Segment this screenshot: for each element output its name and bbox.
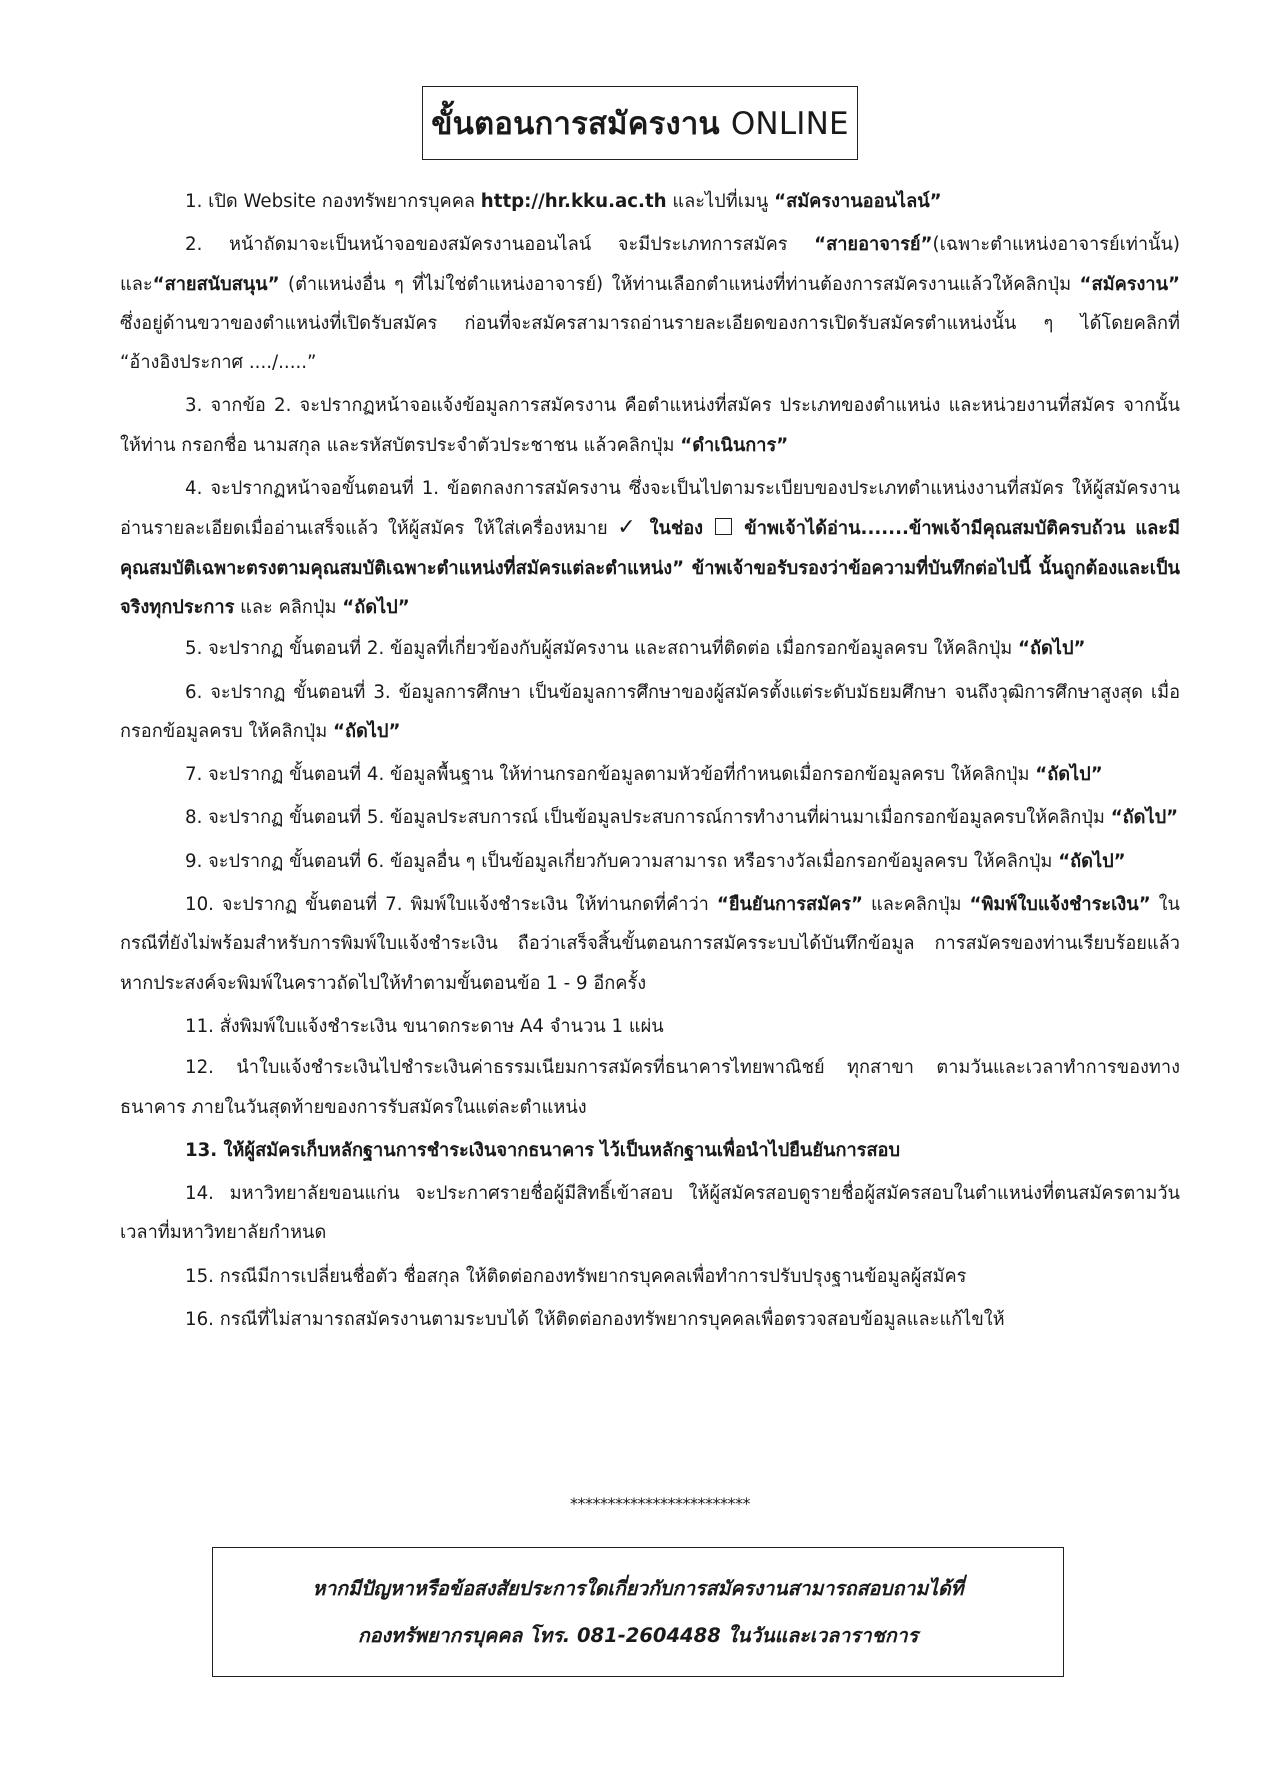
step-2 [120,225,1180,382]
page-title [431,98,849,148]
type-support: “สายสนับสนุน” [152,273,280,295]
contact-line-2: กองทรัพยากรบุคคล โทร. 081-2604488 ในวันและเวลาราชการ [357,1624,919,1647]
next-button-name: “ถัดไป” [1035,764,1103,786]
menu-name: “สมัครงานออนไลน์” [774,191,942,212]
title-en: ONLINE [730,106,849,142]
step-5 [120,629,1180,668]
title-box [422,86,858,160]
step-4-text-2: ในช่อง [639,518,714,540]
next-button-name: “ถัดไป” [1110,807,1179,829]
type-lecturer: “สายอาจารย์” [814,234,933,256]
next-button-name: “ถัดไป” [1058,850,1126,872]
step-4-agreement: ข้าพเจ้าได้อ่าน.......ข้าพเจ้ามีคุณสมบัติครบถ้วน และมีคุณสมบัติเฉพาะตรงตามคุณสมบัติเฉพาะตำแหน่งที่สมัครแต่ละตำแหน่ง” ข้าพเจ้าขอรับรองว่าข้อความที่บันทึกต่อไปนี้ นั้นถูกต้องและเป็นจริงทุกประการ [120,518,1181,618]
step-2-text-3: (ตำแหน่งอื่น ๆ ที่ไม่ใช่ตำแหน่งอาจารย์) ให้ท่านเลือกตำแหน่งที่ท่านต้องการสมัครงานแล้วให้คลิกปุ่ม [279,273,1080,295]
step-5-text: 5. จะปรากฏ ขั้นตอนที่ 2. ข้อมูลที่เกี่ยวข้องกับผู้สมัครงาน และสถานที่ติดต่อ เมื่อกรอกข้อมูลครบ ให้คลิกปุ่ม [185,638,1019,660]
step-4 [120,469,1180,627]
step-10 [120,885,1180,1003]
step-2-text-4: ซึ่งอยู่ด้านขวาของตำแหน่งที่เปิดรับสมัคร ก่อนที่จะสมัครสามารถอ่านรายละเอียดของการเปิดรับสมัครตำแหน่งนั้น ๆ ได้โดยคลิกที่ “อ้างอิงประกาศ ..../.....” [120,312,1180,374]
step-6-text: 6. จะปรากฏ ขั้นตอนที่ 3. ข้อมูลการศึกษา เป็นข้อมูลการศึกษาของผู้สมัครตั้งแต่ระดับมัธยมศึกษา จนถึงวุฒิการศึกษาสูงสุด เมื่อกรอกข้อมูลครบ ให้คลิกปุ่ม [120,681,1180,742]
step-6 [120,673,1180,752]
checkmark-icon: ✓ [617,515,640,541]
step-3-text: 3. จากข้อ 2. จะปรากฏหน้าจอแจ้งข้อมูลการสมัครงาน คือตำแหน่งที่สมัคร ประเภทของตำแหน่ง และหน่วยงานที่สมัคร จากนั้นให้ท่าน กรอกชื่อ นามสกุล และรหัสบัตรประจำตัวประชาชน แล้วคลิกปุ่ม [120,395,1180,456]
step-2-text: 2. หน้าถัดมาจะเป็นหน้าจอของสมัครงานออนไลน์ จะมีประเภทการสมัคร [185,234,815,256]
contact-box [212,1547,1064,1677]
step-13 [120,1131,1180,1170]
step-4-text-3: และ คลิกปุ่ม [234,596,343,618]
print-invoice-name: “พิมพ์ใบแจ้งชำระเงิน” [969,894,1151,916]
steps-list [120,182,1180,1343]
apply-button-name: “สมัครงาน” [1079,273,1180,295]
step-15: 15. กรณีมีการเปลี่ยนชื่อตัว ชื่อสกุล ให้ติดต่อกองทรัพยากรบุคคลเพื่อทำการปรับปรุงฐานข้อมูลผู้สมัคร [185,1265,967,1287]
step-1-text: 1. เปิด Website กองทรัพยากรบุคคล [185,191,481,212]
step-7-text: 7. จะปรากฏ ขั้นตอนที่ 4. ข้อมูลพื้นฐาน ให้ท่านกรอกข้อมูลตามหัวข้อที่กำหนดเมื่อกรอกข้อมูลครบ ให้คลิกปุ่ม [185,764,1036,786]
step-4-text: 4. จะปรากฏหน้าจอขั้นตอนที่ 1. ข้อตกลงการสมัครงาน ซึ่งจะเป็นไปตามระเบียบของประเภทตำแหน่งงานที่สมัคร ให้ผู้สมัครงานอ่านรายละเอียดเมื่ออ่านเสร็จแล้ว ให้ผู้สมัคร ให้ใส่เครื่องหมาย [120,478,1180,540]
step-1 [120,182,1180,221]
title-thai: ขั้นตอนการสมัครงาน [431,106,720,142]
step-7 [120,755,1180,794]
step-13-text: 13. ให้ผู้สมัครเก็บหลักฐานการชำระเงินจากธนาคาร ไว้เป็นหลักฐานเพื่อนำไปยืนยันการสอบ [185,1139,901,1161]
proceed-button-name: “ดำเนินการ” [680,434,789,456]
next-button-name: “ถัดไป” [342,596,410,618]
step-8 [120,798,1180,837]
step-11: 11. สั่งพิมพ์ใบแจ้งชำระเงิน ขนาดกระดาษ A4 จำนวน 1 แผ่น [185,1015,664,1037]
checkbox-icon [715,518,732,535]
step-10-text-2: และคลิกปุ่ม [862,894,970,916]
step-10-text-3: ในกรณีที่ยังไม่พร้อมสำหรับการพิมพ์ใบแจ้งชำระเงิน ถือว่าเสร็จสิ้นขั้นตอนการสมัครระบบได้บันทึกข้อมูล การสมัครของท่านเรียบร้อยแล้ว หากประสงค์จะพิมพ์ในคราวถัดไปให้ทำตามขั้นตอนข้อ 1 - 9 อีกครั้ง [120,894,1180,994]
step-10-text: 10. จะปรากฏ ขั้นตอนที่ 7. พิมพ์ใบแจ้งชำระเงิน ให้ท่านกดที่คำว่า [185,894,717,916]
separator: ************************ [570,1494,750,1513]
website-url: http://hr.kku.ac.th [480,191,667,212]
step-12: 12. นำใบแจ้งชำระเงินไปชำระเงินค่าธรรมเนียมการสมัครที่ธนาคารไทยพาณิชย์ ทุกสาขา ตามวันและเวลาทำการของทางธนาคาร ภายในวันสุดท้ายของการรับสมัครในแต่ละตำแหน่ง [120,1057,1180,1118]
next-button-name: “ถัดไป” [332,720,401,742]
step-9-text: 9. จะปรากฏ ขั้นตอนที่ 6. ข้อมูลอื่น ๆ เป็นข้อมูลเกี่ยวกับความสามารถ หรือรางวัลเมื่อกรอกข้อมูลครบ ให้คลิกปุ่ม [185,850,1059,872]
step-16: 16. กรณีที่ไม่สามารถสมัครงานตามระบบได้ ให้ติดต่อกองทรัพยากรบุคคลเพื่อตรวจสอบข้อมูลและแก้ไขให้ [185,1309,1005,1331]
next-button-name: “ถัดไป” [1018,638,1086,660]
step-2-text-2: (เฉพาะตำแหน่งอาจารย์เท่านั้น) และ [120,234,1180,295]
step-9 [120,842,1180,881]
step-3 [120,386,1180,465]
step-14: 14. มหาวิทยาลัยขอนแก่น จะประกาศรายชื่อผู้มีสิทธิ์เข้าสอบ ให้ผู้สมัครสอบดูรายชื่อผู้สมัครสอบในตำแหน่งที่ตนสมัครตามวันเวลาที่มหาวิทยาลัยกำหนด [120,1183,1180,1244]
contact-line-1: หากมีปัญหาหรือข้อสงสัยประการใดเกี่ยวกับการสมัครงานสามารถสอบถามได้ที่ [312,1577,964,1600]
step-1-text-2: และไปที่เมนู [666,191,775,212]
step-8-text: 8. จะปรากฏ ขั้นตอนที่ 5. ข้อมูลประสบการณ์ เป็นข้อมูลประสบการณ์การทำงานที่ผ่านมาเมื่อกรอกข้อมูลครบให้คลิกปุ่ม [185,807,1111,829]
confirm-apply-name: “ยืนยันการสมัคร” [716,894,863,916]
